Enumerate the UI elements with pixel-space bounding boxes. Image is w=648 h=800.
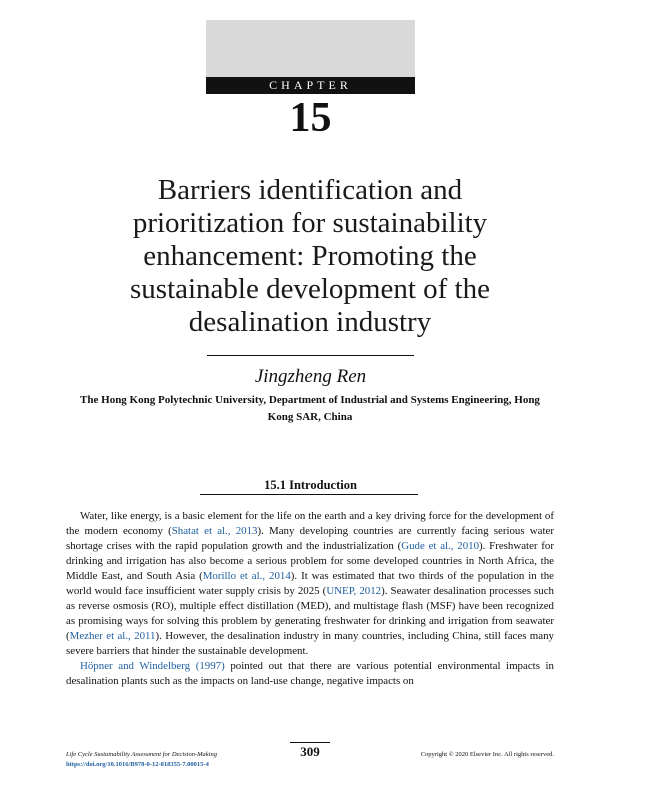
section-divider [200,494,418,495]
title-line: enhancement: Promoting the [143,240,477,272]
chapter-label: CHAPTER [206,77,415,94]
citation-link[interactable]: Shatat et al., 2013 [171,525,258,537]
affiliation-line: Kong SAR, China [267,411,353,423]
text-span: ). It was estimated that two thirds of the population in the world would face insufficient water supply crisis by 2025 ( [66,570,554,597]
citation-link[interactable]: Gude et al., 2010 [401,540,480,552]
author-name: Jingzheng Ren [254,366,367,387]
text-span: ). Seawater desalination processes such as reverse osmosis (RO), multiple effect distillation (MED), and multistage flash (MSF) have been recognized as promising ways for solving this problem by generating freshwater for drinking and irrigation from seawater ( [66,585,554,642]
text-span: ). Freshwater for drinking and irrigation has also become a serious problem for some developed countries in North Africa, the Middle East, and South Asia ( [66,540,555,582]
footer-book-info [66,750,286,770]
title-line: desalination industry [188,306,432,338]
chapter-header-box [206,20,415,77]
paragraph [66,659,554,689]
title-line: Barriers identification and [157,174,463,206]
author-affiliation [60,392,560,426]
text-span: pointed out that there are various potential environmental impacts in desalination plants such as the impacts on land-use change, negative impacts on [66,660,554,687]
text-span: ). However, the desalination industry in many countries, including China, still faces many severe barriers that hinder the sustainable development. [66,630,554,657]
title-line: sustainable development of the [130,273,490,305]
title-line: prioritization for sustainability [132,207,488,239]
copyright-notice: Copyright © 2020 Elsevier Inc. All rights reserved. [420,751,554,758]
page-number: 309 [300,744,320,759]
text-span: ). Many developing countries are currently facing serious water shortage crises with the rapid population growth and the industrialization ( [66,525,554,552]
paragraph [66,509,554,659]
affiliation-line: The Hong Kong Polytechnic University, Department of Industrial and Systems Engineering, Hong [80,394,540,406]
chapter-number: 15 [289,95,332,141]
section-heading: 15.1 Introduction [264,478,357,492]
doi-link[interactable]: https://doi.org/10.1016/B978-0-12-818355-7.00015-4 [66,761,209,768]
book-title: Life Cycle Sustainability Assessment for Decision-Making [66,751,217,758]
citation-link[interactable]: Morillo et al., 2014 [202,570,291,582]
title-divider [207,355,414,356]
body-text [66,509,554,689]
citation-link[interactable]: UNEP, 2012 [326,585,382,597]
citation-link[interactable]: Mezher et al., 2011 [69,630,156,642]
chapter-title [60,174,560,339]
page-number-rule [290,742,330,743]
text-span: Water, like energy, is a basic element for the life on the earth and a key driving force for the development of the modern economy ( [66,510,554,537]
citation-link[interactable]: Höpner and Windelberg (1997) [80,660,225,672]
